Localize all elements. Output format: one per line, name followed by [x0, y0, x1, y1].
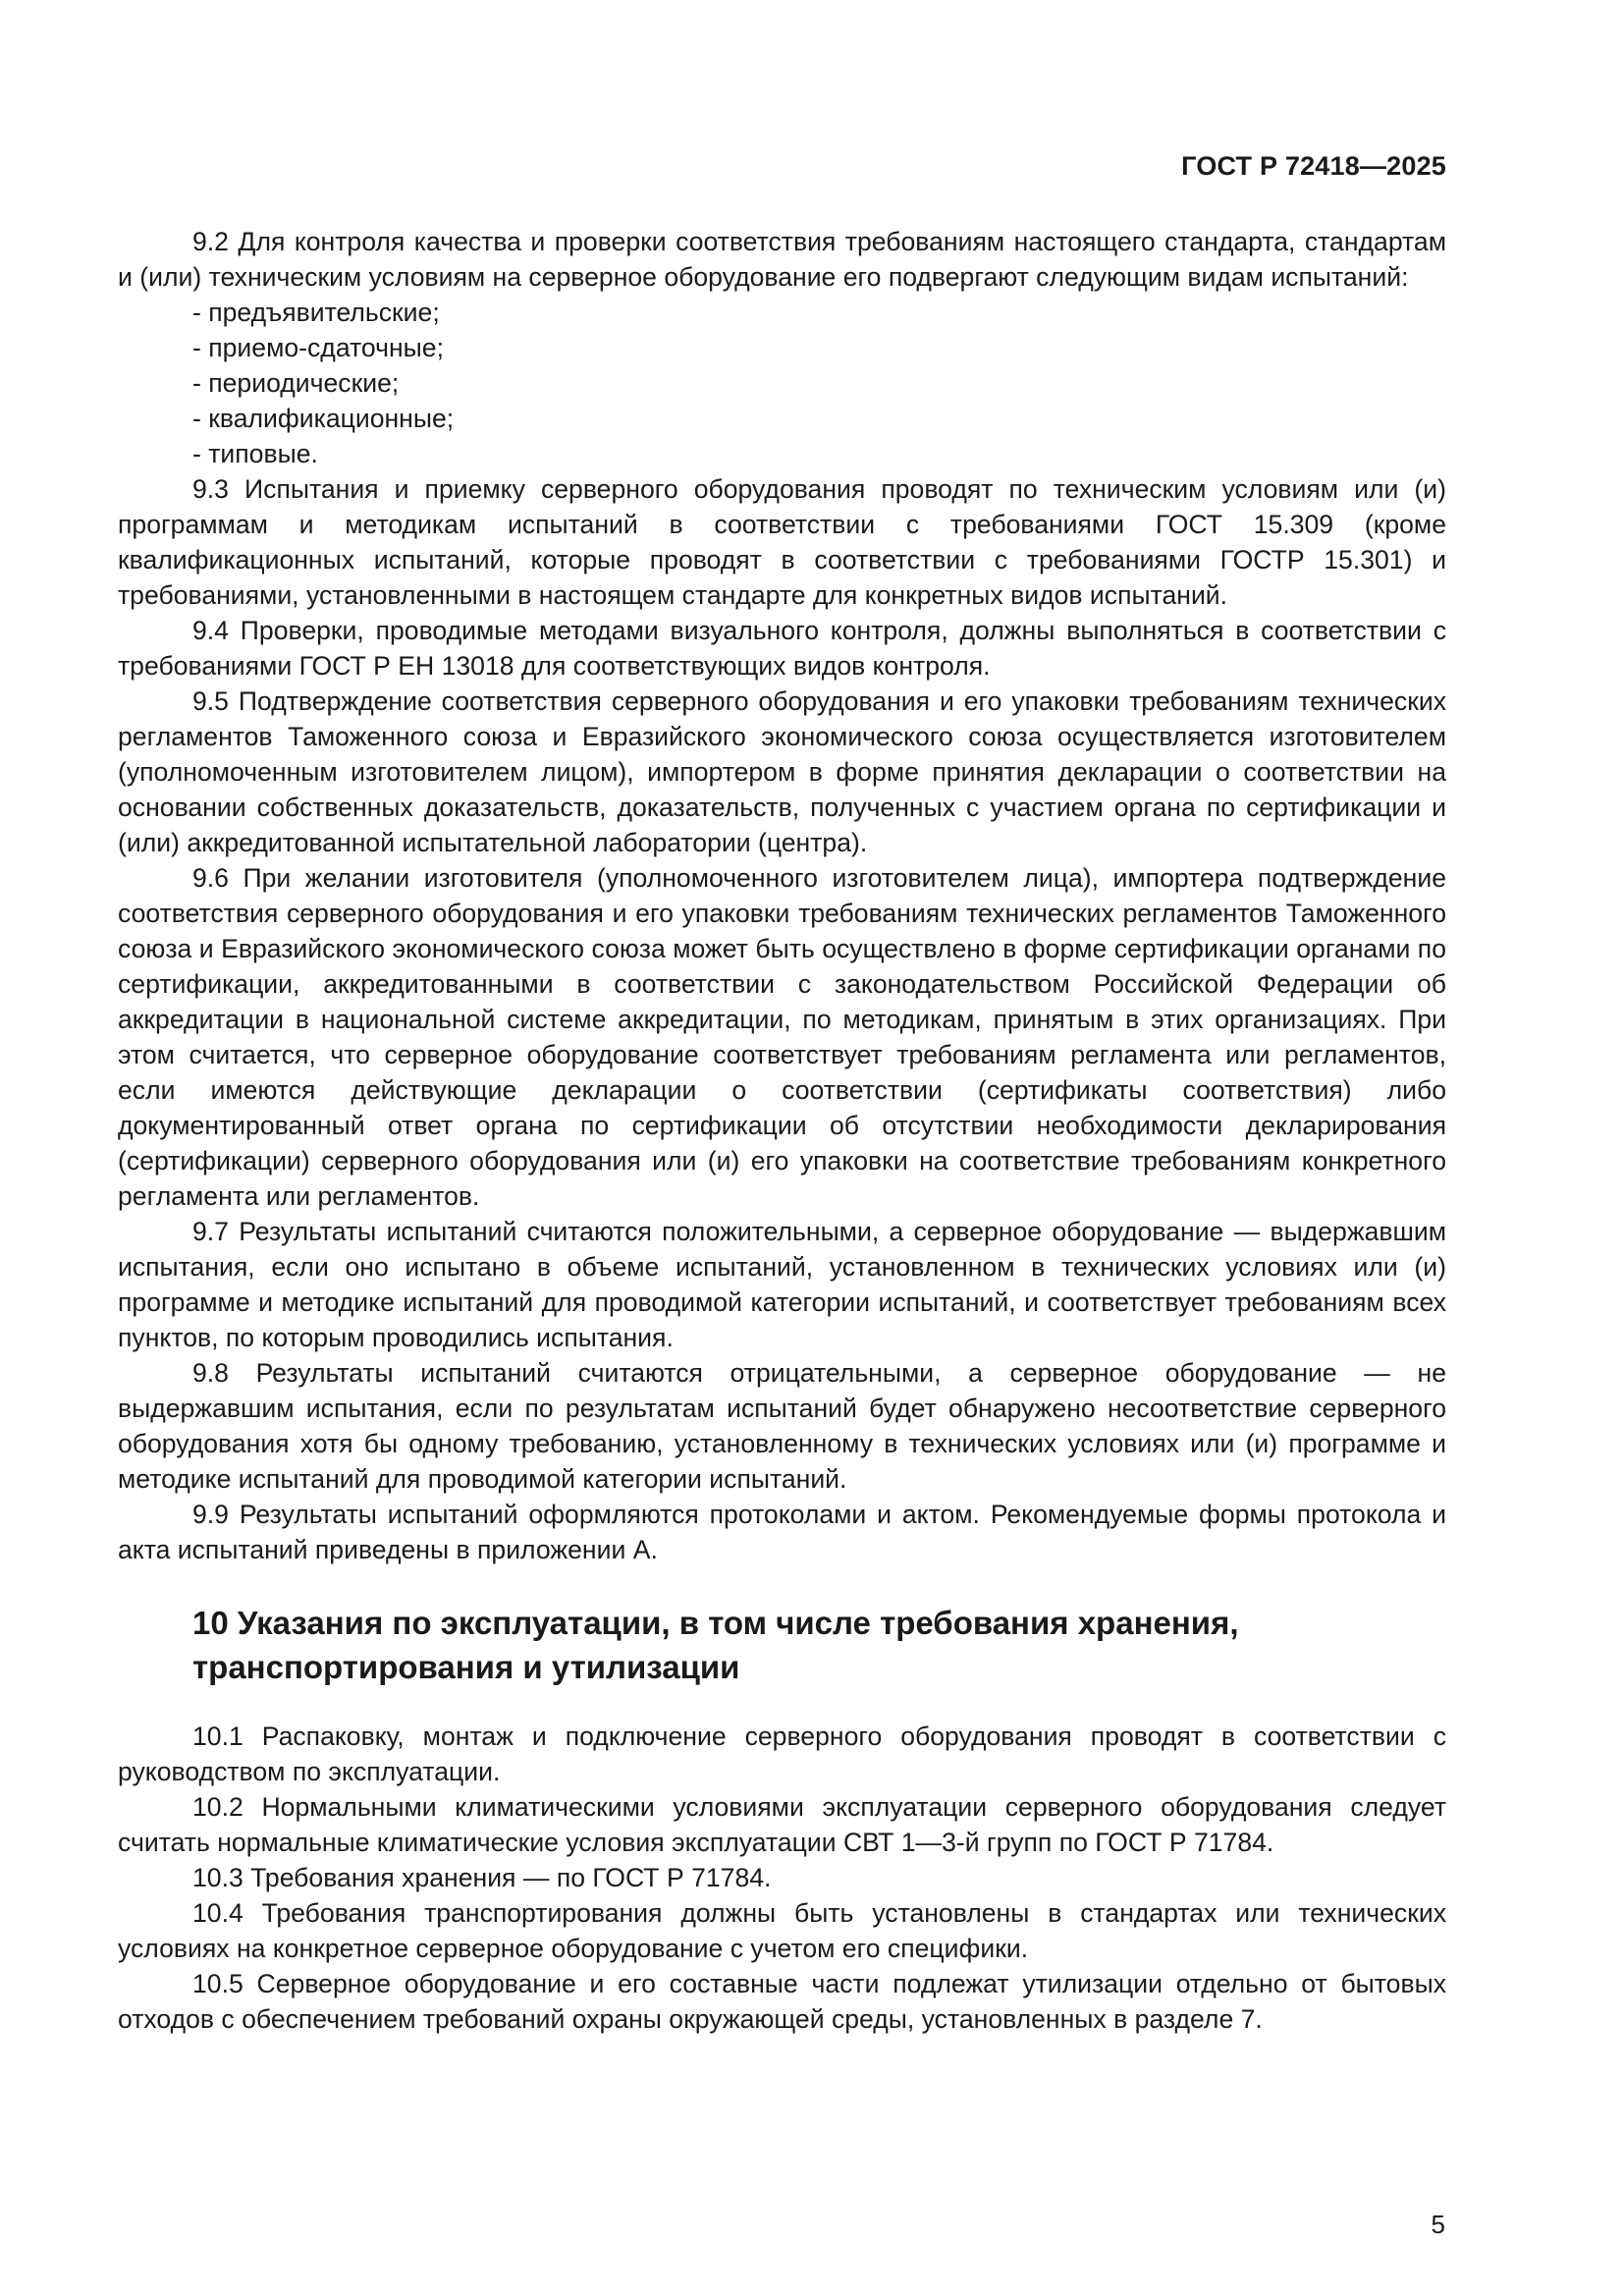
paragraph-9-7: 9.7 Результаты испытаний считаются положительными, а серверное оборудование — выдержавшим испытания, если оно испытано в объеме испытаний, установленном в технических условиях или (и) программе и методике испытаний для проводимой категории испытаний, и соответствует требованиям всех пунктов, по которым проводились испытания. — [118, 1217, 1446, 1352]
paragraph-9-2: 9.2 Для контроля качества и проверки соответствия требованиям настоящего стандарта, стандартам и (или) техническим условиям на серверное оборудование его подвергают следующим видам испытаний: — [118, 227, 1446, 292]
paragraph-10-1: 10.1 Распаковку, монтаж и подключение серверного оборудования проводят в соответствии с руководством по эксплуатации. — [118, 1722, 1446, 1786]
paragraph-10-3: 10.3 Требования хранения — по ГОСТ Р 71784. — [192, 1863, 772, 1892]
paragraph-10-5: 10.5 Серверное оборудование и его составные части подлежат утилизации отдельно от бытовых отходов с обеспечением требований охраны окружающей среды, установленных в разделе 7. — [118, 1969, 1446, 2034]
paragraph-9-5: 9.5 Подтверждение соответствия серверного оборудования и его упаковки требованиям технических регламентов Таможенного союза и Евразийского экономического союза осуществляется изготовителем (уполномоченным изготовителем лицом), импортером в форме принятия декларации о соответствии на основании собственных доказательств, доказательств, полученных с участием органа по сертификации и (или) аккредитованной испытательной лаборатории (центра). — [118, 686, 1446, 857]
document-id-header: ГОСТ Р 72418—2025 — [1181, 151, 1446, 181]
document-body — [118, 224, 1446, 2037]
list-item: - типовые. — [192, 439, 318, 468]
test-types-list — [118, 295, 1446, 471]
list-item: - предъявительские; — [192, 298, 440, 327]
paragraph-9-8: 9.8 Результаты испытаний считаются отрицательными, а серверное оборудование — не выдержавшим испытания, если по результатам испытаний будет обнаружено несоответствие серверного оборудования хотя бы одному требованию, установленному в технических условиях или (и) программе и методике испытаний для проводимой категории испытаний. — [118, 1358, 1446, 1494]
list-item: - приемо-сдаточные; — [192, 333, 444, 362]
paragraph-10-4: 10.4 Требования транспортирования должны быть установлены в стандартах или технических условиях на конкретное серверное оборудование с учетом его специфики. — [118, 1898, 1446, 1963]
paragraph-9-9: 9.9 Результаты испытаний оформляются протоколами и актом. Рекомендуемые формы протокола и акта испытаний приведены в приложении А. — [118, 1500, 1446, 1564]
section-10-title: 10 Указания по эксплуатации, в том числе требования хранения, транспортирования и утилизации — [192, 1605, 1239, 1685]
paragraph-9-4: 9.4 Проверки, проводимые методами визуального контроля, должны выполняться в соответствии с требованиями ГОСТ Р ЕН 13018 для соответствующих видов контроля. — [118, 616, 1446, 681]
paragraph-9-3: 9.3 Испытания и приемку серверного оборудования проводят по техническим условиям или (и) программам и методикам испытаний в соответствии с требованиями ГОСТ 15.309 (кроме квалификационных испытаний, которые проводят в соответствии с требованиями ГОСТР 15.301) и требованиями, установленными в настоящем стандарте для конкретных видов испытаний. — [118, 474, 1446, 610]
paragraph-9-6: 9.6 При желании изготовителя (уполномоченного изготовителем лица), импортера подтверждение соответствия серверного оборудования и его упаковки требованиям технических регламентов Таможенного союза и Евразийского экономического союза может быть осуществлено в форме сертификации органами по сертификации, аккредитованными в соответствии с законодательством Российской Федерации об аккредитации в национальной системе аккредитации, по методикам, принятым в этих организациях. При этом считается, что серверное оборудование соответствует требованиям регламента или регламентов, если имеются действующие декларации о соответствии (сертификаты соответствия) либо документированный ответ органа по сертификации об отсутствии необходимости декларирования (сертификации) серверного оборудования или (и) его упаковки на соответствие требованиям конкретного регламента или регламентов. — [118, 863, 1446, 1211]
paragraph-10-2: 10.2 Нормальными климатическими условиями эксплуатации серверного оборудования следует считать нормальные климатические условия эксплуатации СВТ 1—3-й групп по ГОСТ Р 71784. — [118, 1792, 1446, 1857]
list-item: - квалификационные; — [192, 404, 455, 433]
list-item: - периодические; — [192, 368, 400, 398]
page-number: 5 — [1431, 2210, 1445, 2239]
